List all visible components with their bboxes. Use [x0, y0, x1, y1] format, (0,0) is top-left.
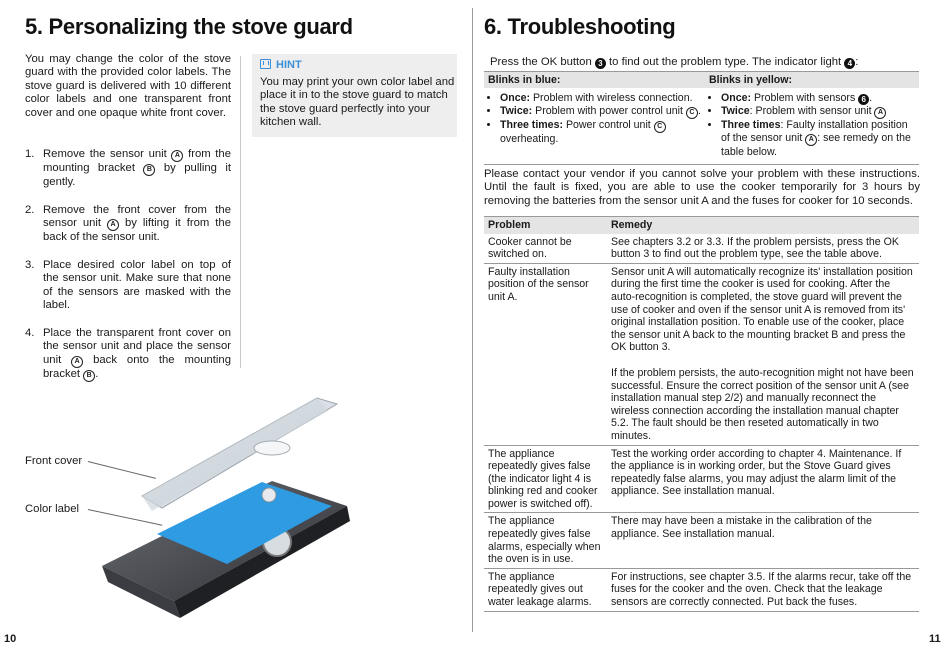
page-number-left: 10: [4, 633, 17, 645]
left-intro: You may change the color of the stove guard with the provided color labels. The stove guard is delivered with 10 different color labels and one transparent front cover and one opaque white front cover.: [25, 53, 231, 119]
page-divider: [472, 8, 473, 632]
troubleshooting-table: [484, 216, 919, 612]
troubleshoot-intro: Press the OK button 3 to find out the problem type. The indicator light 4 :: [490, 56, 859, 68]
hint-box: [252, 54, 457, 137]
step-4: 4. Place the transparent front cover on the sensor unit and place the sensor unit A back onto the mounting bracket B .: [25, 327, 231, 380]
list-item: • Twice: Problem with power control unit C .: [500, 105, 701, 119]
table-row: [484, 263, 919, 445]
table-row: [484, 234, 919, 264]
yellow-list-cell: [705, 88, 919, 165]
remedy-cell: There may have been a mistake in the calibration of the appliance. See installation manual.: [607, 513, 919, 568]
step-1: 1. Remove the sensor unit A from the mounting bracket B by pulling it gently.: [25, 148, 232, 188]
step-3: 3. Place desired color label on top of the sensor unit. Make sure that none of the sensors are masked with the label.: [25, 259, 231, 312]
problem-cell: The appliance repeatedly gives false alarms, especially when the oven is in use.: [484, 513, 607, 568]
blink-table: [484, 71, 919, 165]
left-column-rule: [240, 56, 241, 368]
remedy-cell: Sensor unit A will automatically recognize its' installation position during the first time the cooker is used for cooking. After the auto-recognition is completed, the stove guard will prevent the use of cooker and oven if the sensor unit A is removed from its' original installation position. To enable use of the cooker, place the sensor unit A back to the mounting bracket B and press the OK button 3. If the problem persists, the auto-recognition might not have been successful. Ensure the correct position of the sensor unit A (see installation manual step 2/2) and manually reconnect the wireless connection according the installation manual chapter 5.2. The fault should be then reseted automatically in two minutes.: [607, 263, 919, 445]
marker-b: B: [143, 164, 155, 176]
header-problem: Problem: [484, 217, 607, 234]
stove-guard-illustration: [82, 386, 372, 636]
marker-indicator-light: 4: [844, 58, 855, 69]
list-item: • Three times: Faulty installation position of the sensor unit A : see remedy on the table below.: [721, 119, 915, 158]
hint-text: You may print your own color label and place it in to the stove guard to match the stove guard perfectly into your kitchen wall.: [260, 76, 455, 129]
hint-heading: HINT: [260, 59, 302, 71]
step-2: 2. Remove the front cover from the sensor unit A by lifting it from the back of the sensor unit.: [25, 204, 231, 244]
blink-header-blue: Blinks in blue:: [484, 72, 705, 89]
marker-a: A: [107, 219, 119, 231]
list-item: • Once: Problem with wireless connection.: [500, 92, 701, 105]
list-item: • Three times: Power control unit C overheating.: [500, 119, 701, 146]
callout-front-cover: Front cover: [25, 455, 83, 467]
remedy-cell: Test the working order according to chapter 4. Maintenance. If the appliance is in working order, but the Stove Guard gives repeatedly false alarms, you may adjust the alarm limit of the appliance. See installation manual.: [607, 445, 919, 513]
problem-cell: Faulty installation position of the sensor unit A.: [484, 263, 607, 445]
hint-icon: [260, 59, 271, 69]
blue-list-cell: [484, 88, 705, 165]
marker-a: A: [171, 150, 183, 162]
blink-header-yellow: Blinks in yellow:: [705, 72, 919, 89]
table-row: [484, 568, 919, 611]
table-row: [484, 513, 919, 568]
list-item: • Twice: Problem with sensor unit A: [721, 105, 915, 119]
page-number-right: 11: [929, 633, 941, 645]
list-item: • Once: Problem with sensors 6 .: [721, 92, 915, 105]
table-row: [484, 445, 919, 513]
problem-cell: The appliance repeatedly gives out water leakage alarms.: [484, 568, 607, 611]
left-page-title: 5. Personalizing the stove guard: [25, 14, 353, 39]
remedy-cell: See chapters 3.2 or 3.3. If the problem persists, press the OK button 3 to find out the problem type, see the table above.: [607, 234, 919, 264]
marker-ok-button: 3: [595, 58, 606, 69]
contact-text: Please contact your vendor if you cannot solve your problem with these instructions. Until the fault is fixed, you are able to use the cooker temporarily for 3 hours by removing the batteries from the sensor unit A and the fuses for cooker for 10 seconds.: [484, 168, 920, 207]
marker-b: B: [83, 370, 95, 382]
header-remedy: Remedy: [607, 217, 919, 234]
problem-cell: Cooker cannot be switched on.: [484, 234, 607, 264]
problem-cell: The appliance repeatedly gives false (the indicator light 4 is blinking red and cooker power is switched off).: [484, 445, 607, 513]
remedy-cell: For instructions, see chapter 3.5. If the alarms recur, take off the fuses for the cooker and the oven. Check that the leakage sensors are correctly connected. Put back the fuses.: [607, 568, 919, 611]
callout-color-label: Color label: [25, 503, 80, 515]
marker-a: A: [71, 356, 83, 368]
right-page-title: 6. Troubleshooting: [484, 14, 676, 39]
